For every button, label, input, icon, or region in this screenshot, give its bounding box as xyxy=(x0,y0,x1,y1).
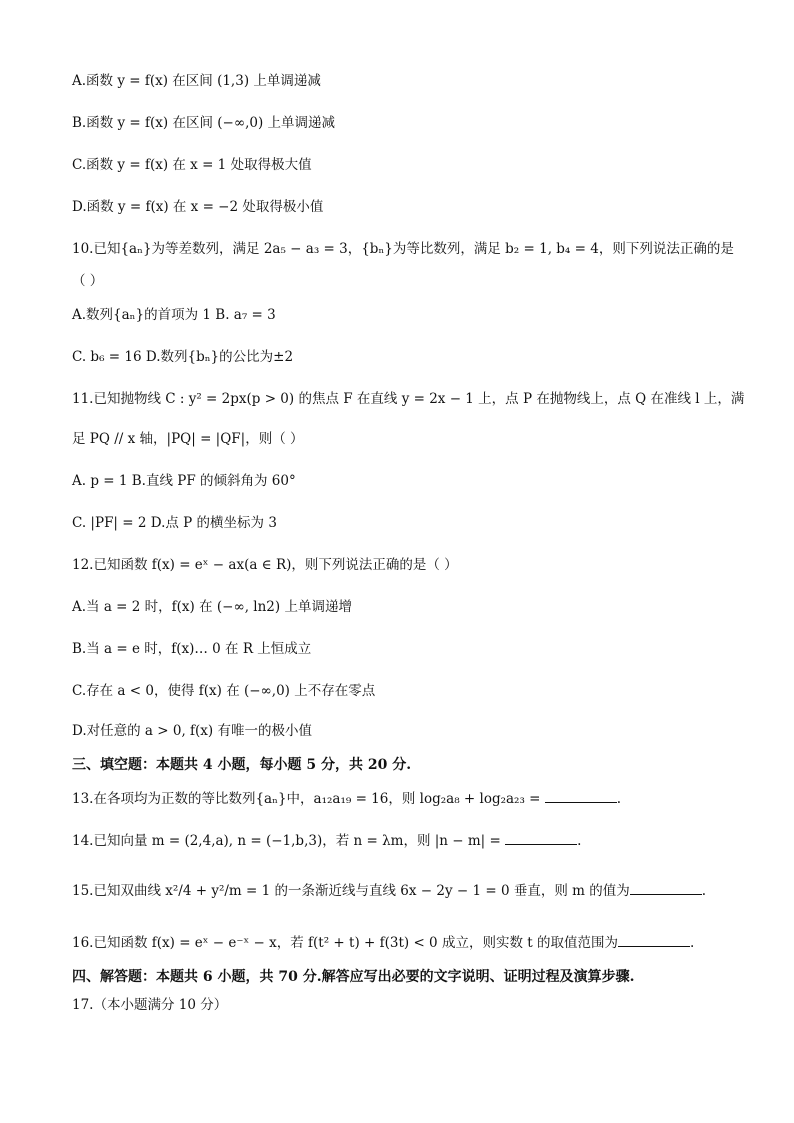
q10-options-row1: A.数列{aₙ}的首项为 1 B. a₇ = 3 xyxy=(72,307,276,323)
section3-heading: 三、填空题：本题共 4 小题，每小题 5 分，共 20 分. xyxy=(72,757,412,773)
q13-text: 13.在各项均为正数的等比数列{aₙ}中，a₁₂a₁₉ = 16，则 log₂a₈ + log₂a₂₃ = xyxy=(72,791,545,807)
q12-stem: 12.已知函数 f(x) = eˣ − ax(a ∈ R)，则下列说法正确的是（ ） xyxy=(72,557,458,573)
q12-option-a: A.当 a = 2 时，f(x) 在 (−∞, ln2) 上单调递增 xyxy=(72,599,352,615)
q12-option-c: C.存在 a < 0，使得 f(x) 在 (−∞,0) 上不存在零点 xyxy=(72,683,376,699)
q16-end: . xyxy=(689,935,695,951)
q9-option-c: C.函数 y = f(x) 在 x = 1 处取得极大值 xyxy=(72,157,312,173)
q11-stem-line2: 足 PQ // x 轴，|PQ| = |QF|，则（ ） xyxy=(72,431,304,447)
q11-stem-line1: 11.已知抛物线 C : y² = 2px(p > 0) 的焦点 F 在直线 y = 2x − 1 上，点 P 在抛物线上，点 Q 在准线 l 上，满 xyxy=(72,391,745,407)
q10-stem-line2: （ ） xyxy=(72,273,104,289)
q13-end: . xyxy=(616,791,622,807)
q13-answer-blank[interactable] xyxy=(545,790,617,803)
q9-option-b: B.函数 y = f(x) 在区间 (−∞,0) 上单调递减 xyxy=(72,115,336,131)
q16 xyxy=(72,934,694,952)
q14-answer-blank[interactable] xyxy=(505,832,577,845)
q16-text: 16.已知函数 f(x) = eˣ − e⁻ˣ − x，若 f(t² + t) + f(3t) < 0 成立，则实数 t 的取值范围为 xyxy=(72,935,618,951)
q14 xyxy=(72,832,581,850)
q12-option-d: D.对任意的 a > 0, f(x) 有唯一的极小值 xyxy=(72,723,312,739)
q15-text: 15.已知双曲线 x²/4 + y²/m = 1 的一条渐近线与直线 6x − 2y − 1 = 0 垂直，则 m 的值为 xyxy=(72,883,630,899)
q12-option-b: B.当 a = e 时，f(x)… 0 在 R 上恒成立 xyxy=(72,641,312,657)
q15-end: . xyxy=(701,883,707,899)
q10-stem-line1: 10.已知{aₙ}为等差数列，满足 2a₅ − a₃ = 3，{bₙ}为等比数列，满足 b₂ = 1, b₄ = 4，则下列说法正确的是 xyxy=(72,241,734,257)
q10-options-row2: C. b₆ = 16 D.数列{bₙ}的公比为±2 xyxy=(72,349,294,365)
q9-option-a: A.函数 y = f(x) 在区间 (1,3) 上单调递减 xyxy=(72,73,321,89)
q14-end: . xyxy=(577,833,582,849)
q11-options-row1: A. p = 1 B.直线 PF 的倾斜角为 60° xyxy=(72,473,296,489)
q16-answer-blank[interactable] xyxy=(618,934,690,947)
q9-option-d: D.函数 y = f(x) 在 x = −2 处取得极小值 xyxy=(72,199,324,215)
section4-heading: 四、解答题：本题共 6 小题，共 70 分.解答应写出必要的文字说明、证明过程及演算步骤. xyxy=(72,969,635,985)
q14-text: 14.已知向量 m = (2,4,a), n = (−1,b,3)，若 n = λm，则 |n − m| = xyxy=(72,833,506,849)
q13 xyxy=(72,790,621,808)
q15 xyxy=(72,882,706,900)
q11-options-row2: C. |PF| = 2 D.点 P 的横坐标为 3 xyxy=(72,515,277,531)
q15-answer-blank[interactable] xyxy=(630,882,702,895)
q17-header: 17.（本小题满分 10 分） xyxy=(72,997,228,1013)
